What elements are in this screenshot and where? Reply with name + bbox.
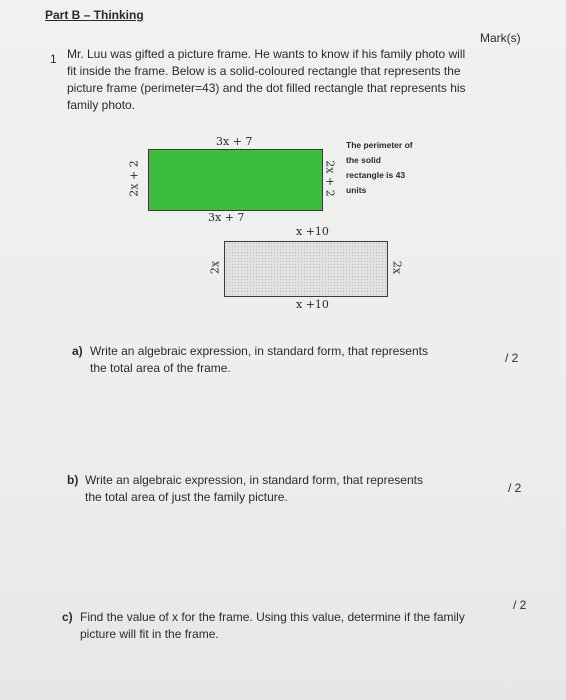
question-number: 1: [50, 52, 57, 66]
part-a-letter: a): [72, 344, 83, 358]
photo-right-label: 2x: [390, 260, 404, 275]
part-b-text: Write an algebraic expression, in standard form, that represents the total area of just the family picture.: [85, 473, 423, 504]
part-c: [62, 609, 492, 643]
part-b: [67, 472, 427, 506]
frame-bottom-label: 3x + 7: [208, 211, 245, 224]
part-a-mark: / 2: [505, 351, 519, 365]
part-c-text: Find the value of x for the frame. Using this value, determine if the family picture will fit in the frame.: [80, 610, 465, 641]
part-b-letter: b): [67, 473, 79, 487]
part-c-letter: c): [62, 610, 73, 624]
photo-rectangle: [224, 241, 388, 297]
photo-left-label: 2x: [208, 260, 222, 275]
perimeter-note: The perimeter of the solid rectangle is 43 units: [346, 140, 413, 195]
frame-top-label: 3x + 7: [216, 135, 253, 148]
part-b-mark: / 2: [508, 481, 522, 495]
marks-column-label: Mark(s): [480, 31, 521, 45]
part-c-mark: / 2: [513, 598, 527, 612]
frame-right-label: 2x + 2: [323, 160, 337, 197]
frame-left-label: 2x + 2: [127, 160, 141, 197]
question-text: Mr. Luu was gifted a picture frame. He wants to know if his family photo will fit inside the frame. Below is a solid-coloured rectangle that represents the picture frame (perimeter=43) and the dot filled rectangle that represents his family photo.: [67, 47, 466, 112]
part-a-text: Write an algebraic expression, in standard form, that represents the total area of the frame.: [90, 344, 428, 375]
part-a: [72, 343, 432, 377]
frame-rectangle: [148, 149, 323, 211]
section-heading: Part B – Thinking: [45, 8, 144, 22]
photo-top-label: x +10: [296, 225, 329, 238]
photo-bottom-label: x +10: [296, 298, 329, 311]
